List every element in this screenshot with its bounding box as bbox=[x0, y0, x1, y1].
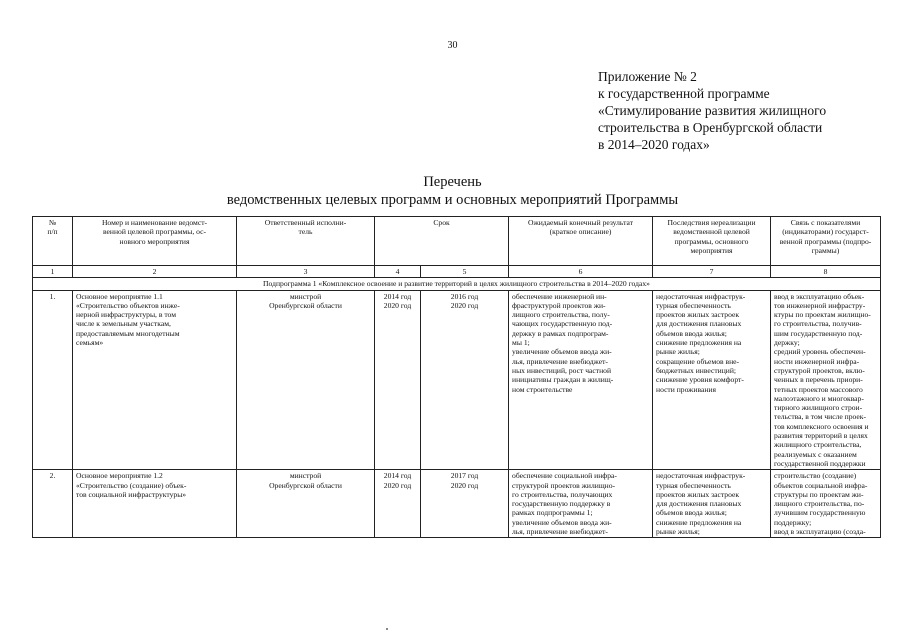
cell-line: держку в рамках подпрограм- bbox=[512, 328, 609, 338]
cell-line: чающих государственную под- bbox=[512, 319, 613, 329]
cell-line: лья, привлечение внебюджет- bbox=[512, 356, 608, 366]
cell-line: программы, основного bbox=[674, 236, 749, 246]
title-line: Перечень bbox=[423, 174, 482, 190]
header-link bbox=[771, 217, 881, 266]
cell-line: 2020 год bbox=[383, 300, 412, 310]
cell-line: лья, привлечение внебюджет- bbox=[512, 527, 608, 537]
cell-line: 2017 год bbox=[450, 471, 479, 481]
cell-line: лищного строительства, полу- bbox=[512, 310, 610, 320]
cell-line: для достижения плановых bbox=[656, 499, 742, 509]
cell-line: развития территорий в целях bbox=[774, 431, 868, 441]
cell-line: тов комплексного освоения и bbox=[774, 421, 869, 431]
cell-line: фраструктурой проектов жи- bbox=[512, 300, 606, 310]
column-number: 5 bbox=[421, 266, 509, 278]
cell-line: увеличение объемов ввода жи- bbox=[512, 347, 612, 357]
cell-line: средний уровень обеспечен- bbox=[774, 347, 866, 357]
row-consequences bbox=[653, 470, 771, 538]
cell-line: Срок bbox=[433, 218, 450, 227]
cell-line: рынке жилья; bbox=[656, 527, 700, 537]
cell-line: ченных в перечень приори- bbox=[774, 375, 863, 385]
header-executor bbox=[237, 217, 375, 266]
appendix-header bbox=[598, 68, 898, 153]
header-row bbox=[33, 217, 881, 266]
row-term-end bbox=[421, 290, 509, 470]
cell-line: недостаточная инфраструк- bbox=[656, 471, 746, 481]
cell-line: Оренбургской области bbox=[269, 300, 342, 310]
header-consequences bbox=[653, 217, 771, 266]
cell-line: проектов жилых застроек bbox=[656, 310, 740, 320]
cell-line: структуры по проектам жи- bbox=[774, 489, 864, 499]
cell-line: держку; bbox=[774, 338, 800, 348]
row-term-start bbox=[375, 290, 421, 470]
cell-line: ности инженерной инфра- bbox=[774, 356, 860, 366]
column-number: 1 bbox=[33, 266, 73, 278]
cell-line: (индикаторами) государст- bbox=[782, 227, 869, 237]
cell-line: венной программы (подпро- bbox=[779, 236, 872, 246]
cell-line: обеспечение инженерной ин- bbox=[512, 291, 607, 301]
cell-line: малоэтажного и многоквар- bbox=[774, 393, 864, 403]
cell-line: строительство (создание) bbox=[774, 471, 857, 481]
cell-line: ввод в эксплуатацию (созда- bbox=[774, 527, 866, 537]
cell-line: государственную поддержку в bbox=[512, 499, 611, 509]
row-consequences bbox=[653, 290, 771, 470]
cell-line: турная обеспеченность bbox=[656, 480, 731, 490]
cell-line: Ответственный исполни- bbox=[264, 218, 347, 227]
cell-line: Оренбургской области bbox=[269, 480, 342, 490]
cell-line: лищного строительства, по- bbox=[774, 499, 865, 509]
cell-line: ности проживания bbox=[656, 384, 716, 394]
cell-line: Ожидаемый конечный результат bbox=[528, 218, 634, 227]
cell-line: тов социальной инфраструктуры» bbox=[76, 489, 187, 499]
column-number-row bbox=[33, 266, 881, 278]
appendix-line: строительства в Оренбургской области bbox=[598, 120, 823, 135]
cell-line: лучившим государственную bbox=[774, 508, 866, 518]
cell-line: 2020 год bbox=[450, 300, 479, 310]
cell-line: (краткое описание) bbox=[549, 227, 612, 237]
cell-line: объектов социальной инфра- bbox=[774, 480, 868, 490]
cell-line: недостаточная инфраструк- bbox=[656, 291, 746, 301]
cell-line: 2014 год bbox=[383, 291, 412, 301]
cell-line: ном строительстве bbox=[512, 384, 573, 394]
cell-line: го строительства, получив- bbox=[774, 319, 862, 329]
cell-line: тирного жилищного строи- bbox=[774, 403, 863, 413]
cell-line: структурой проектов жилищно- bbox=[512, 480, 616, 490]
cell-line: сокращение объемов вне- bbox=[656, 356, 740, 366]
cell-line: увеличение объемов ввода жи- bbox=[512, 517, 612, 527]
cell-line: 2020 год bbox=[450, 480, 479, 490]
cell-line: Номер и наименование ведомст- bbox=[101, 218, 208, 227]
cell-line: жилищного строительства, bbox=[774, 440, 862, 450]
cell-line: структурой проектов, вклю- bbox=[774, 365, 865, 375]
cell-line: объемов ввода жилья; bbox=[656, 508, 727, 518]
row-number: 2. bbox=[33, 470, 73, 538]
row-term-end bbox=[421, 470, 509, 538]
scan-speck bbox=[386, 628, 388, 630]
column-number: 4 bbox=[375, 266, 421, 278]
cell-line: государственной поддержки bbox=[774, 458, 866, 468]
cell-line: предоставляемым многодетным bbox=[76, 328, 180, 338]
cell-line: снижение уровня комфорт- bbox=[656, 375, 744, 385]
cell-line: проектов жилых застроек bbox=[656, 489, 740, 499]
column-number: 7 bbox=[653, 266, 771, 278]
cell-line: рамках подпрограммы 1; bbox=[512, 508, 593, 518]
cell-line: реализуемых с оказанием bbox=[774, 449, 857, 459]
subprogram-title: Подпрограмма 1 «Комплексное освоение и развитие территорий в целях жилищного строительства в 2014–2020 годах» bbox=[33, 278, 881, 290]
cell-line: «Строительство объектов инже- bbox=[76, 300, 180, 310]
row-link bbox=[771, 290, 881, 470]
cell-line: минстрой bbox=[289, 291, 322, 301]
row-executor bbox=[237, 290, 375, 470]
row-result bbox=[509, 290, 653, 470]
subprogram-row bbox=[33, 278, 881, 290]
cell-line: 2014 год bbox=[383, 471, 412, 481]
header-result bbox=[509, 217, 653, 266]
row-name bbox=[73, 470, 237, 538]
document-title bbox=[0, 173, 905, 209]
cell-line: нерной инфраструктуры, в том bbox=[76, 310, 177, 320]
cell-line: го строительства, получающих bbox=[512, 489, 613, 499]
cell-line: п/п bbox=[47, 227, 58, 237]
cell-line: турная обеспеченность bbox=[656, 300, 731, 310]
cell-line: ктуры по проектам жилищно- bbox=[774, 310, 871, 320]
table-row bbox=[33, 470, 881, 538]
cell-line: инициативы граждан в жилищ- bbox=[512, 375, 614, 385]
cell-line: ных инвестиций, рост частной bbox=[512, 365, 612, 375]
cell-line: ведомственной целевой bbox=[673, 227, 750, 237]
cell-line: тельства, в том числе проек- bbox=[774, 412, 867, 422]
table-row bbox=[33, 290, 881, 470]
column-number: 2 bbox=[73, 266, 237, 278]
cell-line: тель bbox=[298, 227, 313, 237]
cell-line: шим государственную под- bbox=[774, 328, 863, 338]
cell-line: ввод в эксплуатацию объек- bbox=[774, 291, 865, 301]
cell-line: обеспечение социальной инфра- bbox=[512, 471, 617, 481]
header-term bbox=[375, 217, 509, 266]
cell-line: № bbox=[48, 218, 57, 227]
header-num bbox=[33, 217, 73, 266]
cell-line: Последствия нереализации bbox=[667, 218, 756, 227]
cell-line: граммы) bbox=[811, 245, 840, 255]
page-bottom-margin bbox=[0, 572, 905, 640]
row-result bbox=[509, 470, 653, 538]
cell-line: бюджетных инвестиций; bbox=[656, 365, 737, 375]
cell-line: мы 1; bbox=[512, 338, 530, 348]
cell-line: Основное мероприятие 1.1 bbox=[76, 291, 163, 301]
cell-line: рынке жилья; bbox=[656, 347, 700, 357]
cell-line: для достижения плановых bbox=[656, 319, 742, 329]
cell-line: мероприятия bbox=[690, 245, 733, 255]
cell-line: числе к земельным участкам, bbox=[76, 319, 171, 329]
row-name bbox=[73, 290, 237, 470]
appendix-line: «Стимулирование развития жилищного bbox=[598, 103, 827, 118]
title-line: ведомственных целевых программ и основных мероприятий Программы bbox=[226, 192, 679, 208]
cell-line: 2016 год bbox=[450, 291, 479, 301]
row-number: 1. bbox=[33, 290, 73, 470]
cell-line: тов инженерной инфрастру- bbox=[774, 300, 866, 310]
column-number: 3 bbox=[237, 266, 375, 278]
appendix-line: в 2014–2020 годах» bbox=[598, 137, 710, 152]
cell-line: семьям» bbox=[76, 338, 104, 348]
cell-line: Связь с показателями bbox=[790, 218, 861, 227]
row-term-start bbox=[375, 470, 421, 538]
cell-line: новного мероприятия bbox=[119, 236, 190, 246]
row-link bbox=[771, 470, 881, 538]
cell-line: объемов ввода жилья; bbox=[656, 328, 727, 338]
appendix-line: Приложение № 2 bbox=[598, 69, 697, 84]
column-number: 8 bbox=[771, 266, 881, 278]
appendix-line: к государственной программе bbox=[598, 86, 770, 101]
cell-line: снижение предложения на bbox=[656, 338, 742, 348]
row-executor bbox=[237, 470, 375, 538]
cell-line: минстрой bbox=[289, 471, 322, 481]
cell-line: 2020 год bbox=[383, 480, 412, 490]
cell-line: снижение предложения на bbox=[656, 517, 742, 527]
page-number: 30 bbox=[447, 40, 458, 51]
cell-line: «Строительство (создание) объек- bbox=[76, 480, 187, 490]
header-name bbox=[73, 217, 237, 266]
cell-line: поддержку; bbox=[774, 517, 812, 527]
cell-line: венной целевой программы, ос- bbox=[102, 227, 207, 237]
programs-table bbox=[32, 216, 881, 538]
cell-line: Основное мероприятие 1.2 bbox=[76, 471, 163, 481]
column-number: 6 bbox=[509, 266, 653, 278]
cell-line: тетных проектов массового bbox=[774, 384, 863, 394]
